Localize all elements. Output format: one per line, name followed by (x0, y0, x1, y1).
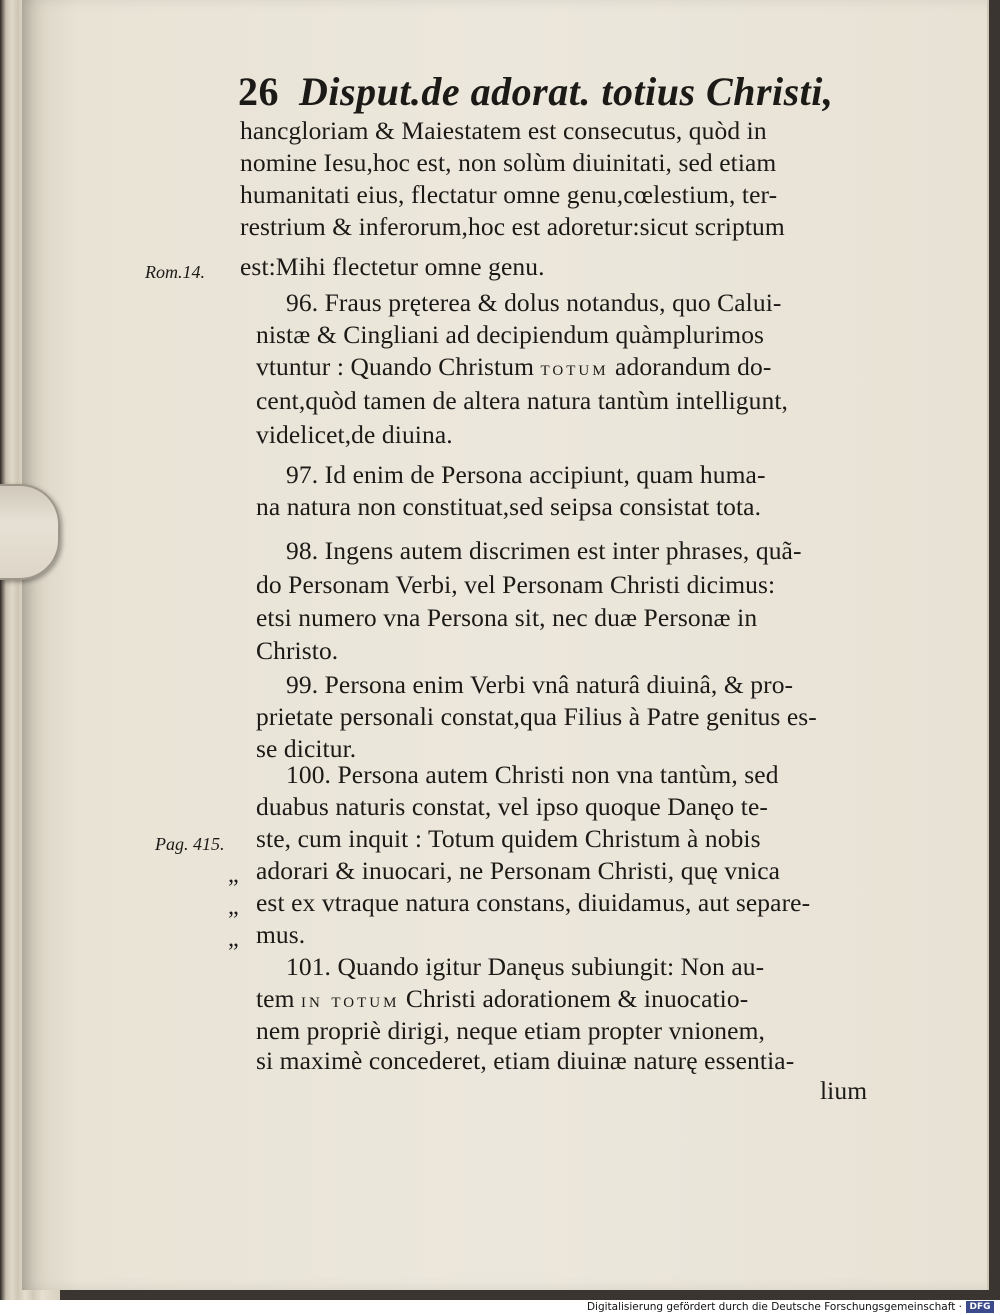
text-line: nistæ & Cingliani ad decipiendum quàmplurimos (256, 320, 765, 349)
text-line: ste, cum inquit : Totum quidem Christum à nobis (256, 824, 761, 853)
text-line: Christo. (256, 636, 339, 665)
text-line: humanitati eius, flectatur omne genu,cœlestium, ter- (240, 180, 778, 209)
text-line: tem in totum Christi adorationem & inuocatio- (256, 984, 749, 1013)
running-header (238, 68, 833, 115)
text-line: se dicitur. (256, 734, 357, 763)
text-line: nem propriè dirigi, neque etiam propter vnionem, (256, 1016, 765, 1045)
quote-mark: „ (228, 926, 239, 952)
text-line: videlicet,de diuina. (256, 420, 453, 449)
catchword: lium (820, 1076, 868, 1105)
text-line: est:Mihi flectetur omne genu. (240, 252, 545, 281)
digitization-footer (0, 1300, 1000, 1315)
text-line: nomine Iesu,hoc est, non solùm diuinitati, sed etiam (240, 148, 777, 177)
quote-mark: „ (228, 894, 239, 920)
margin-note-pag: Pag. 415. (155, 834, 225, 854)
dfg-logo: DFG (966, 1301, 994, 1313)
text-line: adorari & inuocari, ne Personam Christi, quę vnica (256, 856, 781, 885)
page-number: 26 (238, 69, 279, 114)
text-line: 100. Persona autem Christi non vna tantùm, sed (286, 760, 779, 789)
text-line: cent,quòd tamen de altera natura tantùm intelligunt, (256, 386, 789, 415)
quote-mark: „ (228, 862, 239, 888)
text-line: 98. Ingens autem discrimen est inter phrases, quã- (286, 536, 802, 565)
funding-notice: Digitalisierung gefördert durch die Deutsche Forschungsgemeinschaft · (586, 1301, 962, 1313)
text-line: prietate personali constat,qua Filius à Patre genitus es- (256, 702, 817, 731)
text-line: 97. Id enim de Persona accipiunt, quam huma- (286, 460, 766, 489)
text-line: do Personam Verbi, vel Personam Christi dicimus: (256, 570, 776, 599)
text-line: vtuntur : Quando Christum totum adorandum do- (256, 352, 772, 381)
text-line: est ex vtraque natura constans, diuidamus, aut separe- (256, 888, 811, 917)
margin-note-rom: Rom.14. (145, 262, 205, 282)
text-line: restrium & inferorum,hoc est adoretur:sicut scriptum (240, 212, 785, 241)
text-line: 101. Quando igitur Danęus subiungit: Non au- (286, 952, 765, 981)
text-line: si maximè concederet, etiam diuinæ naturę essentia- (256, 1046, 795, 1075)
text-line: hancgloriam & Maiestatem est consecutus, quòd in (240, 116, 767, 145)
text-line: mus. (256, 920, 306, 949)
text-line: etsi numero vna Persona sit, nec duæ Personæ in (256, 603, 758, 632)
text-line: duabus naturis constat, vel ipso quoque Danęo te- (256, 792, 768, 821)
text-line: na natura non constituat,sed seipsa consistat tota. (256, 492, 762, 521)
text-line: 96. Fraus pręterea & dolus notandus, quo Calui- (286, 288, 782, 317)
running-title: Disput.de adorat. totius Christi, (299, 69, 834, 114)
text-line: 99. Persona enim Verbi vnâ naturâ diuinâ, & pro- (286, 670, 794, 699)
